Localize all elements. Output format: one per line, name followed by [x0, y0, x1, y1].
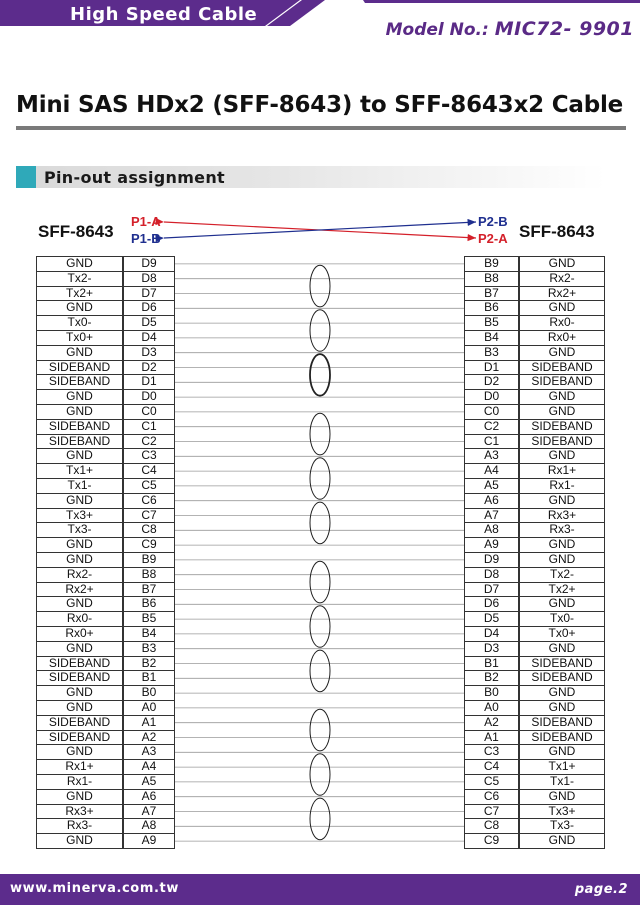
right-pin-cell: A7 [464, 508, 519, 524]
right-signal-cell: Rx1- [519, 478, 605, 494]
left-pair-top-label: P1-A [131, 214, 161, 229]
left-signal-cell: Rx3- [36, 818, 123, 834]
left-pin-cell: D5 [123, 315, 175, 331]
left-signal-cell: Rx2+ [36, 582, 123, 598]
left-pin-cell: B3 [123, 641, 175, 657]
left-signal-cell: GND [36, 404, 123, 420]
left-signal-cell: Rx0+ [36, 626, 123, 642]
right-signal-cell: SIDEBAND [519, 360, 605, 376]
right-signal-cell: GND [519, 389, 605, 405]
left-signal-cell: Tx1+ [36, 463, 123, 479]
left-signal-cell: GND [36, 833, 123, 849]
right-signal-cell: Rx3- [519, 522, 605, 538]
left-pin-cell: C8 [123, 522, 175, 538]
left-pin-cell: D6 [123, 300, 175, 316]
left-pin-cell: C0 [123, 404, 175, 420]
right-signal-cell: SIDEBAND [519, 656, 605, 672]
right-pin-cell: D6 [464, 596, 519, 612]
right-pin-cell: B7 [464, 286, 519, 302]
right-pin-cell: A5 [464, 478, 519, 494]
twisted-pair-marker [310, 413, 330, 455]
right-signal-cell: Tx3- [519, 818, 605, 834]
right-pin-cell: C1 [464, 434, 519, 450]
right-signal-cell: GND [519, 685, 605, 701]
left-signal-cell: SIDEBAND [36, 434, 123, 450]
right-pair-bottom-label: P2-A [478, 231, 508, 246]
twisted-pair-marker [310, 354, 330, 396]
right-pin-cell: D1 [464, 360, 519, 376]
right-signal-cell: Rx0+ [519, 330, 605, 346]
left-signal-cell: Rx0- [36, 611, 123, 627]
right-pin-cell: B4 [464, 330, 519, 346]
twisted-pair-marker [310, 502, 330, 544]
right-pin-cell: A2 [464, 715, 519, 731]
right-signal-cell: Tx2- [519, 567, 605, 583]
right-pin-cell: A3 [464, 448, 519, 464]
left-signal-cell: Tx3- [36, 522, 123, 538]
right-pin-cell: C2 [464, 419, 519, 435]
right-pin-cell: A1 [464, 730, 519, 746]
right-pin-cell: A4 [464, 463, 519, 479]
left-signal-cell: SIDEBAND [36, 656, 123, 672]
left-pin-cell: A8 [123, 818, 175, 834]
left-pin-cell: C2 [123, 434, 175, 450]
left-pin-cell: B5 [123, 611, 175, 627]
twisted-pair-marker [310, 265, 330, 307]
left-pair-bottom-label: P1-B [131, 231, 161, 246]
right-pin-cell: A6 [464, 493, 519, 509]
left-signal-cell: GND [36, 493, 123, 509]
left-signal-cell: GND [36, 552, 123, 568]
left-signal-cell: Rx3+ [36, 804, 123, 820]
left-signal-cell: GND [36, 685, 123, 701]
right-pin-cell: D7 [464, 582, 519, 598]
left-connector-name: SFF-8643 [38, 222, 114, 241]
left-signal-cell: Tx0- [36, 315, 123, 331]
right-pin-cell: B9 [464, 256, 519, 272]
left-signal-cell: GND [36, 448, 123, 464]
right-pin-cell: D8 [464, 567, 519, 583]
right-signal-cell: Tx0+ [519, 626, 605, 642]
left-signal-cell: GND [36, 744, 123, 760]
right-signal-cell: GND [519, 641, 605, 657]
left-pin-cell: B9 [123, 552, 175, 568]
left-pin-cell: D2 [123, 360, 175, 376]
right-signal-cell: SIDEBAND [519, 419, 605, 435]
twisted-pair-marker [310, 709, 330, 751]
right-pin-cell: D2 [464, 374, 519, 390]
left-signal-cell: GND [36, 345, 123, 361]
right-signal-cell: GND [519, 537, 605, 553]
left-signal-cell: Tx3+ [36, 508, 123, 524]
left-pin-cell: A5 [123, 774, 175, 790]
left-pin-cell: B8 [123, 567, 175, 583]
footer-bar [0, 874, 640, 905]
right-pin-cell: C5 [464, 774, 519, 790]
left-pin-cell: A9 [123, 833, 175, 849]
left-pin-cell: A7 [123, 804, 175, 820]
right-signal-cell: GND [519, 404, 605, 420]
left-signal-cell: Rx1- [36, 774, 123, 790]
right-signal-cell: Rx2- [519, 271, 605, 287]
left-pin-cell: B0 [123, 685, 175, 701]
right-signal-cell: Tx1- [519, 774, 605, 790]
right-pin-cell: D0 [464, 389, 519, 405]
left-signal-cell: SIDEBAND [36, 374, 123, 390]
right-pin-cell: D5 [464, 611, 519, 627]
left-pin-cell: A2 [123, 730, 175, 746]
right-pin-cell: B6 [464, 300, 519, 316]
right-signal-cell: Rx2+ [519, 286, 605, 302]
left-pin-cell: A0 [123, 700, 175, 716]
left-signal-cell: SIDEBAND [36, 419, 123, 435]
right-signal-cell: Tx2+ [519, 582, 605, 598]
left-pin-cell: C4 [123, 463, 175, 479]
right-signal-cell: Rx3+ [519, 508, 605, 524]
right-pin-cell: A9 [464, 537, 519, 553]
right-signal-cell: SIDEBAND [519, 730, 605, 746]
right-pin-cell: A0 [464, 700, 519, 716]
twisted-pair-marker [310, 650, 330, 692]
twisted-pair-marker [310, 606, 330, 648]
right-pin-cell: C0 [464, 404, 519, 420]
right-pin-cell: D9 [464, 552, 519, 568]
right-pin-cell: B2 [464, 670, 519, 686]
left-pin-cell: B2 [123, 656, 175, 672]
left-signal-cell: Tx2+ [36, 286, 123, 302]
left-pin-cell: D0 [123, 389, 175, 405]
left-signal-cell: Tx1- [36, 478, 123, 494]
left-pin-cell: D8 [123, 271, 175, 287]
right-pin-cell: D4 [464, 626, 519, 642]
page-number: page.2 [574, 882, 628, 897]
right-pin-cell: A8 [464, 522, 519, 538]
left-signal-cell: Rx1+ [36, 759, 123, 775]
right-signal-cell: GND [519, 552, 605, 568]
left-signal-cell: GND [36, 641, 123, 657]
left-signal-cell: Tx2- [36, 271, 123, 287]
left-pin-cell: B7 [123, 582, 175, 598]
right-signal-cell: GND [519, 300, 605, 316]
twisted-pair-marker [310, 310, 330, 352]
right-signal-cell: Tx0- [519, 611, 605, 627]
right-pin-cell: C4 [464, 759, 519, 775]
right-signal-cell: Rx0- [519, 315, 605, 331]
left-pin-cell: C9 [123, 537, 175, 553]
left-pin-cell: C5 [123, 478, 175, 494]
right-pair-top-label: P2-B [478, 214, 508, 229]
right-signal-cell: GND [519, 448, 605, 464]
right-signal-cell: SIDEBAND [519, 374, 605, 390]
right-pin-cell: C6 [464, 789, 519, 805]
right-pin-cell: B8 [464, 271, 519, 287]
left-signal-cell: SIDEBAND [36, 360, 123, 376]
page-title: Mini SAS HDx2 (SFF-8643) to SFF-8643x2 Cable [16, 92, 624, 118]
twisted-pair-marker [310, 798, 330, 840]
left-pin-cell: A4 [123, 759, 175, 775]
right-signal-cell: Tx3+ [519, 804, 605, 820]
left-pin-cell: C6 [123, 493, 175, 509]
left-signal-cell: SIDEBAND [36, 730, 123, 746]
left-pin-cell: C3 [123, 448, 175, 464]
right-pin-cell: C7 [464, 804, 519, 820]
left-pin-cell: D3 [123, 345, 175, 361]
right-signal-cell: GND [519, 345, 605, 361]
twisted-pair-marker [310, 561, 330, 603]
left-pin-cell: A3 [123, 744, 175, 760]
left-signal-cell: GND [36, 789, 123, 805]
right-signal-cell: SIDEBAND [519, 715, 605, 731]
left-pin-cell: A1 [123, 715, 175, 731]
left-signal-cell: GND [36, 537, 123, 553]
header-title: High Speed Cable [70, 4, 258, 25]
right-pin-cell: C9 [464, 833, 519, 849]
left-pin-cell: D9 [123, 256, 175, 272]
left-signal-cell: GND [36, 596, 123, 612]
right-signal-cell: SIDEBAND [519, 434, 605, 450]
left-pin-cell: C1 [123, 419, 175, 435]
right-signal-cell: GND [519, 256, 605, 272]
right-signal-cell: GND [519, 789, 605, 805]
left-signal-cell: SIDEBAND [36, 715, 123, 731]
right-signal-cell: GND [519, 833, 605, 849]
left-pin-cell: B6 [123, 596, 175, 612]
right-pin-cell: B0 [464, 685, 519, 701]
left-signal-cell: Tx0+ [36, 330, 123, 346]
right-signal-cell: Tx1+ [519, 759, 605, 775]
twisted-pair-marker [310, 458, 330, 500]
left-signal-cell: GND [36, 256, 123, 272]
right-pin-cell: C8 [464, 818, 519, 834]
right-signal-cell: SIDEBAND [519, 670, 605, 686]
right-signal-cell: Rx1+ [519, 463, 605, 479]
left-signal-cell: GND [36, 300, 123, 316]
left-signal-cell: SIDEBAND [36, 670, 123, 686]
model-number-value: MIC72- 9901 [494, 18, 634, 40]
left-signal-cell: Rx2- [36, 567, 123, 583]
right-pin-cell: C3 [464, 744, 519, 760]
right-signal-cell: GND [519, 700, 605, 716]
right-signal-cell: GND [519, 596, 605, 612]
left-pin-cell: A6 [123, 789, 175, 805]
left-pin-cell: B4 [123, 626, 175, 642]
right-pin-cell: D3 [464, 641, 519, 657]
left-pin-cell: B1 [123, 670, 175, 686]
left-signal-cell: GND [36, 700, 123, 716]
footer-url: www.minerva.com.tw [10, 881, 179, 896]
right-pin-cell: B5 [464, 315, 519, 331]
left-signal-cell: GND [36, 389, 123, 405]
right-pin-cell: B3 [464, 345, 519, 361]
twisted-pair-marker [310, 754, 330, 796]
section-title: Pin-out assignment [44, 168, 225, 187]
right-pin-cell: B1 [464, 656, 519, 672]
model-number-label: Model No.: [385, 20, 489, 40]
left-pin-cell: C7 [123, 508, 175, 524]
right-signal-cell: GND [519, 493, 605, 509]
right-signal-cell: GND [519, 744, 605, 760]
left-pin-cell: D4 [123, 330, 175, 346]
left-pin-cell: D7 [123, 286, 175, 302]
right-connector-name: SFF-8643 [519, 222, 595, 241]
left-pin-cell: D1 [123, 374, 175, 390]
